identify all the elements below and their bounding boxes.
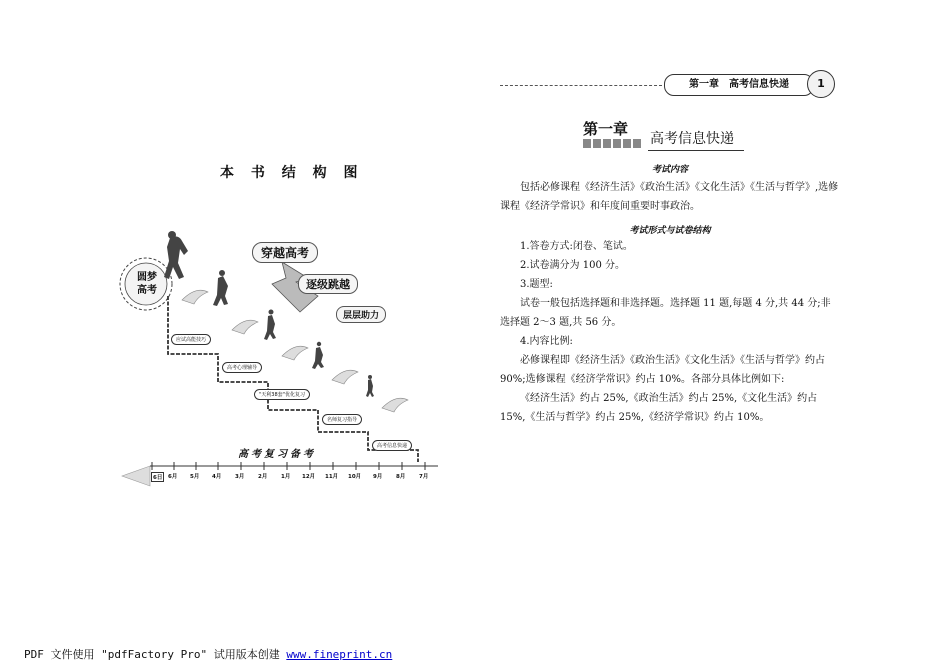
- paragraph: 包括必修课程《经济生活》《政治生活》《文化生活》《生活与哲学》,选修课程《经济学常识》和年度间重要时事政治。: [500, 182, 839, 212]
- month-label: 6月: [168, 474, 178, 480]
- month-label: 12月: [302, 474, 316, 480]
- body-text: [500, 237, 840, 427]
- goal-label-2: 逐级跳越: [298, 274, 358, 294]
- chapter-subtitle: 高考信息快递: [648, 128, 744, 151]
- month-label: 2月: [258, 474, 268, 480]
- step-label-2: 高考心理辅导: [222, 362, 262, 373]
- timeline-title: 高考复习备考: [238, 449, 316, 460]
- footer-text: PDF 文件使用 "pdfFactory Pro" 试用版本创建: [24, 648, 287, 661]
- goal-label-3: 层层助力: [336, 306, 386, 323]
- footer-link[interactable]: www.fineprint.cn: [286, 648, 393, 661]
- dream-badge-text: 圆梦 高考: [137, 272, 157, 296]
- section-heading: 考试形式与试卷结构: [629, 226, 711, 236]
- month-label: 11月: [325, 474, 339, 480]
- goal-label-1: 穿越高考: [252, 242, 318, 263]
- paragraph: 必修课程即《经济生活》《政治生活》《文化生活》《生活与哲学》约占 90%;选修课程《经济学常识》约占 10%。各部分具体比例如下:: [500, 355, 825, 385]
- list-item: 2.试卷满分为 100 分。: [520, 260, 625, 271]
- paragraph: 试卷一般包括选择题和非选择题。选择题 11 题,每题 4 分,共 44 分;非选择题 2～3 题,共 56 分。: [500, 298, 831, 328]
- paragraph: 《经济生活》约占 25%,《政治生活》约占 25%,《文化生活》约占 15%,《生活与哲学》约占 25%,《经济学常识》约占 10%。: [500, 393, 818, 423]
- list-item: 4.内容比例:: [520, 336, 573, 347]
- section-heading: 考试内容: [651, 165, 688, 175]
- month-label: 9月: [373, 474, 383, 480]
- list-item: 1.答卷方式:闭卷、笔试。: [520, 241, 633, 252]
- step-label-5: 高考信息快递: [372, 440, 412, 451]
- month-label: 1月: [281, 474, 291, 480]
- step-label-1: 应试高能技巧: [171, 334, 211, 345]
- month-label: 5月: [190, 474, 200, 480]
- list-item: 3.题型:: [520, 279, 553, 290]
- chapter-title: 第一章: [583, 120, 629, 138]
- month-label: 3月: [235, 474, 245, 480]
- running-header: 第一章 高考信息快递: [664, 74, 814, 96]
- month-label: 6日: [151, 472, 164, 482]
- timeline-arrow-icon: [122, 466, 150, 486]
- pdf-footer: [24, 646, 392, 662]
- body-text: [500, 178, 840, 216]
- step-label-4: 名师复习指导: [322, 414, 362, 425]
- step-label-3: "天利38套"优化复习: [254, 389, 310, 400]
- structure-title: 本 书 结 构 图: [220, 165, 364, 181]
- header-rule: [500, 85, 662, 86]
- month-label: 4月: [212, 474, 222, 480]
- month-label: 8月: [396, 474, 406, 480]
- month-label: 7月: [419, 474, 429, 480]
- page-number: 1: [807, 70, 835, 98]
- chapter-title-bar: [583, 139, 643, 148]
- month-label: 10月: [348, 474, 362, 480]
